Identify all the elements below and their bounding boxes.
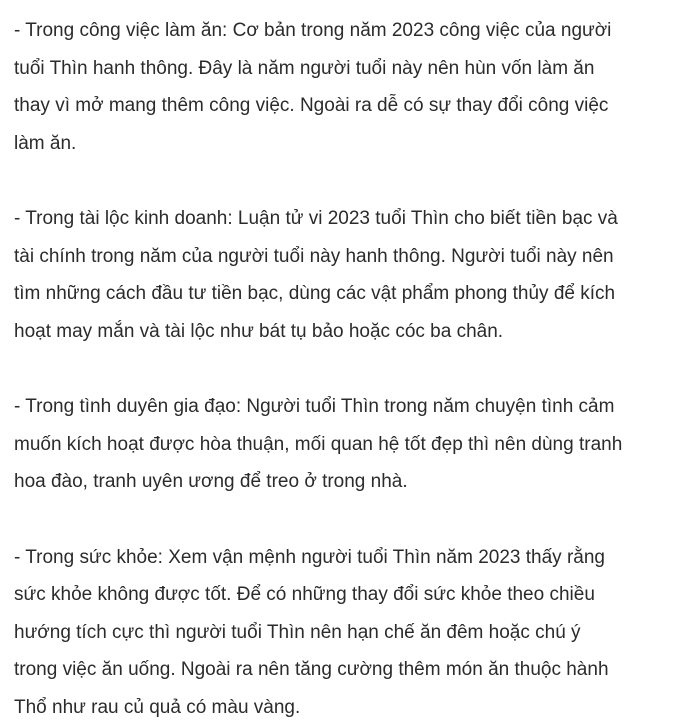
paragraph-business: - Trong công việc làm ăn: Cơ bản trong năm 2023 công việc của người tuổi Thìn hanh thông. Đây là năm người tuổi này nên hùn vốn làm ăn thay vì mở mang thêm công việc. Ngoài ra dễ có sự thay đổi công việc làm ăn.: [14, 12, 686, 162]
article-body: [14, 12, 686, 726]
paragraph-love-family: - Trong tình duyên gia đạo: Người tuổi Thìn trong năm chuyện tình cảm muốn kích hoạt được hòa thuận, mối quan hệ tốt đẹp thì nên dùng tranh hoa đào, tranh uyên ương để treo ở trong nhà.: [14, 388, 686, 501]
paragraph-health: - Trong sức khỏe: Xem vận mệnh người tuổi Thìn năm 2023 thấy rằng sức khỏe không được tốt. Để có những thay đổi sức khỏe theo chiều hướng tích cực thì người tuổi Thìn nên hạn chế ăn đêm hoặc chú ý trong việc ăn uống. Ngoài ra nên tăng cường thêm món ăn thuộc hành Thổ như rau củ quả có màu vàng.: [14, 539, 686, 726]
paragraph-wealth: - Trong tài lộc kinh doanh: Luận tử vi 2023 tuổi Thìn cho biết tiền bạc và tài chính trong năm của người tuổi này hanh thông. Người tuổi này nên tìm những cách đầu tư tiền bạc, dùng các vật phẩm phong thủy để kích hoạt may mắn và tài lộc như bát tụ bảo hoặc cóc ba chân.: [14, 200, 686, 350]
